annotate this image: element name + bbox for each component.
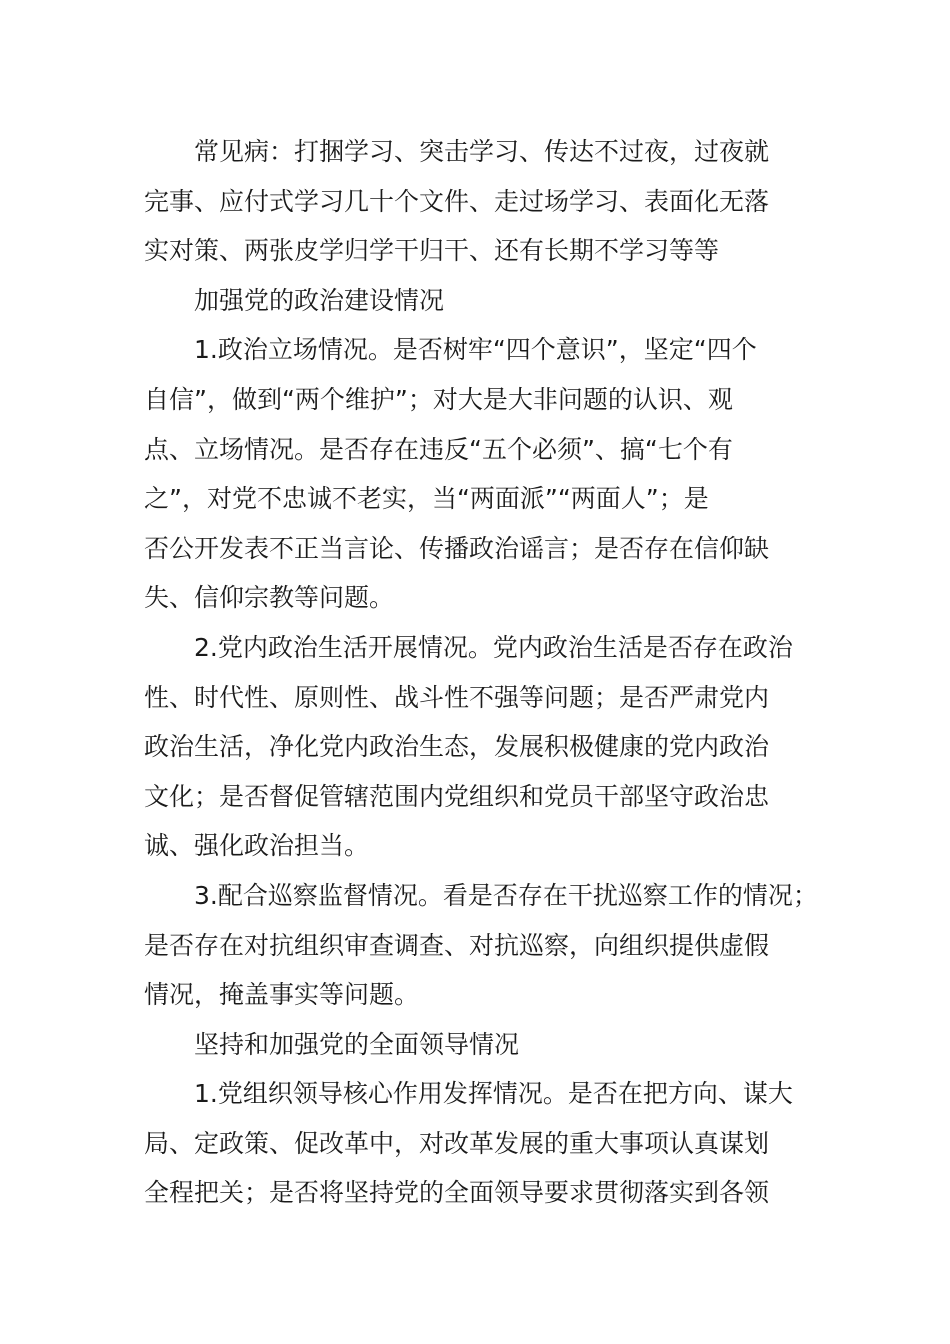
paragraph-political-life: [144, 623, 834, 871]
text-line: 1.政治立场情况。是否树牢“四个意识”，坚定“四个: [194, 335, 757, 365]
paragraph-political-stance: [144, 325, 834, 623]
document-body: [144, 127, 834, 1218]
text-line: 加强党的政治建设情况: [194, 285, 445, 315]
text-line: 实对策、两张皮学归学干归干、还有长期不学习等等: [144, 236, 720, 266]
text-line: 性、时代性、原则性、战斗性不强等问题；是否严肃党内: [144, 682, 770, 712]
paragraph-leadership-core: [144, 1069, 834, 1218]
paragraph-inspection: [144, 871, 834, 1020]
text-line: 全程把关；是否将坚持党的全面领导要求贯彻落实到各领: [144, 1178, 770, 1208]
text-line: 情况，掩盖事实等问题。: [144, 980, 420, 1010]
text-line: 是否存在对抗组织审查调查、对抗巡察，向组织提供虚假: [144, 930, 770, 960]
text-line: 否公开发表不正当言论、传播政治谣言；是否存在信仰缺: [144, 533, 770, 563]
text-line: 自信”，做到“两个维护”；对大是大非问题的认识、观: [144, 384, 733, 414]
text-line: 之”，对党不忠诚不老实，当“两面派”“两面人”；是: [144, 484, 709, 514]
text-line: 局、定政策、促改革中，对改革发展的重大事项认真谋划: [144, 1128, 770, 1158]
text-line: 1.党组织领导核心作用发挥情况。是否在把方向、谋大: [194, 1079, 793, 1109]
text-line: 坚持和加强党的全面领导情况: [194, 1029, 520, 1059]
text-line: 诚、强化政治担当。: [144, 831, 370, 861]
text-line: 文化；是否督促管辖范围内党组织和党员干部坚守政治忠: [144, 781, 770, 811]
section-heading: [144, 1020, 834, 1070]
text-line: 常见病：打捆学习、突击学习、传达不过夜，过夜就: [194, 137, 770, 166]
text-line: 政治生活，净化党内政治生态，发展积极健康的党内政治: [144, 732, 770, 762]
text-line: 失、信仰宗教等问题。: [144, 583, 395, 613]
section-heading: [144, 276, 834, 326]
paragraph-common-problems: [144, 127, 834, 276]
text-line: 点、立场情况。是否存在违反“五个必须”、搞“七个有: [144, 434, 733, 464]
text-line: 3.配合巡察监督情况。看是否存在干扰巡察工作的情况；: [194, 880, 818, 910]
text-line: 完事、应付式学习几十个文件、走过场学习、表面化无落: [144, 186, 770, 216]
text-line: 2.党内政治生活开展情况。党内政治生活是否存在政治: [194, 632, 793, 662]
